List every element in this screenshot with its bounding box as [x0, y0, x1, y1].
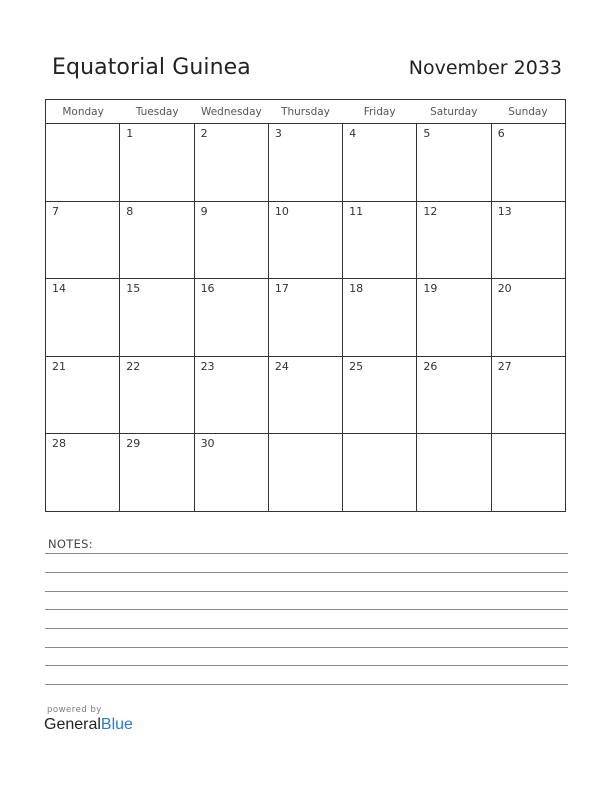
notes-line	[45, 684, 568, 685]
day-cell	[491, 202, 565, 279]
day-number: 10	[274, 204, 289, 218]
day-cell	[119, 357, 193, 434]
day-cell	[119, 202, 193, 279]
notes-line	[45, 609, 568, 610]
day-number: 28	[52, 437, 66, 451]
brand-general-text: General	[44, 716, 101, 733]
day-cell	[194, 357, 268, 434]
day-number: 30	[200, 437, 215, 451]
day-cell	[119, 124, 193, 201]
day-cell	[416, 202, 490, 279]
day-number: 5	[423, 127, 431, 140]
day-cell	[268, 202, 342, 279]
day-cell	[491, 434, 565, 512]
day-number: 26	[423, 359, 438, 373]
day-cell	[416, 434, 490, 512]
week-row	[46, 357, 565, 435]
day-cell	[342, 357, 416, 434]
day-cell	[194, 279, 268, 356]
day-cell	[46, 202, 119, 279]
day-number: 25	[349, 359, 364, 373]
day-cell	[46, 357, 119, 434]
day-cell	[46, 434, 119, 512]
day-number: 22	[126, 359, 141, 373]
day-number: 19	[423, 282, 438, 296]
week-row	[46, 434, 565, 512]
day-number: 1	[126, 127, 134, 140]
notes-label: NOTES:	[48, 537, 93, 551]
country-title: Equatorial Guinea	[52, 55, 251, 80]
day-cell	[194, 434, 268, 512]
weekday-friday: Friday	[363, 105, 396, 118]
day-cell	[416, 357, 490, 434]
day-number: 23	[200, 359, 215, 373]
day-number: 14	[52, 282, 66, 296]
notes-line	[45, 591, 568, 592]
day-number: 12	[423, 204, 438, 218]
day-cell	[268, 279, 342, 356]
day-number: 16	[200, 282, 215, 296]
weekday-sunday: Sunday	[508, 105, 548, 118]
weekday-monday: Monday	[62, 105, 104, 118]
day-number: 27	[497, 359, 512, 373]
day-number: 7	[52, 204, 59, 218]
day-cell	[416, 124, 490, 201]
month-year-title: November 2033	[408, 57, 562, 79]
day-cell	[194, 124, 268, 201]
weekday-saturday: Saturday	[430, 105, 478, 118]
generalblue-logo[interactable]	[44, 716, 133, 734]
day-number: 4	[349, 127, 357, 140]
day-number: 29	[126, 437, 141, 451]
weekday-thursday: Thursday	[281, 105, 330, 118]
day-number: 20	[497, 282, 512, 296]
day-cell	[491, 124, 565, 201]
day-number: 11	[349, 204, 364, 218]
week-row	[46, 202, 565, 280]
day-cell	[416, 279, 490, 356]
day-number: 8	[126, 204, 134, 218]
day-number: 18	[349, 282, 364, 296]
weekday-tuesday: Tuesday	[135, 105, 179, 118]
day-number: 9	[200, 204, 208, 218]
day-cell	[119, 279, 193, 356]
day-cell	[119, 434, 193, 512]
day-cell	[491, 357, 565, 434]
week-row	[46, 279, 565, 357]
day-number: 17	[274, 282, 289, 296]
notes-line	[45, 572, 568, 573]
day-number: 21	[52, 359, 66, 373]
notes-line	[45, 553, 568, 554]
day-number: 6	[497, 127, 505, 140]
day-number: 3	[274, 127, 282, 140]
day-cell	[342, 279, 416, 356]
day-cell	[46, 279, 119, 356]
day-cell	[342, 124, 416, 201]
notes-line	[45, 628, 568, 629]
calendar-grid	[45, 99, 566, 512]
day-cell	[268, 434, 342, 512]
notes-line	[45, 647, 568, 648]
day-number: 15	[126, 282, 141, 296]
day-cell	[342, 202, 416, 279]
day-cell	[268, 124, 342, 201]
day-cell	[46, 124, 119, 201]
powered-by-text: powered by	[47, 705, 102, 715]
day-cell	[491, 279, 565, 356]
notes-line	[45, 665, 568, 666]
day-cell	[342, 434, 416, 512]
day-cell	[268, 357, 342, 434]
weekday-wednesday: Wednesday	[200, 105, 262, 118]
day-number: 13	[497, 204, 512, 218]
day-cell	[194, 202, 268, 279]
day-number: 2	[200, 127, 208, 140]
week-row	[46, 124, 565, 202]
day-number: 24	[274, 359, 289, 373]
weekday-header-row	[46, 100, 565, 124]
brand-blue-text: Blue	[100, 716, 133, 733]
